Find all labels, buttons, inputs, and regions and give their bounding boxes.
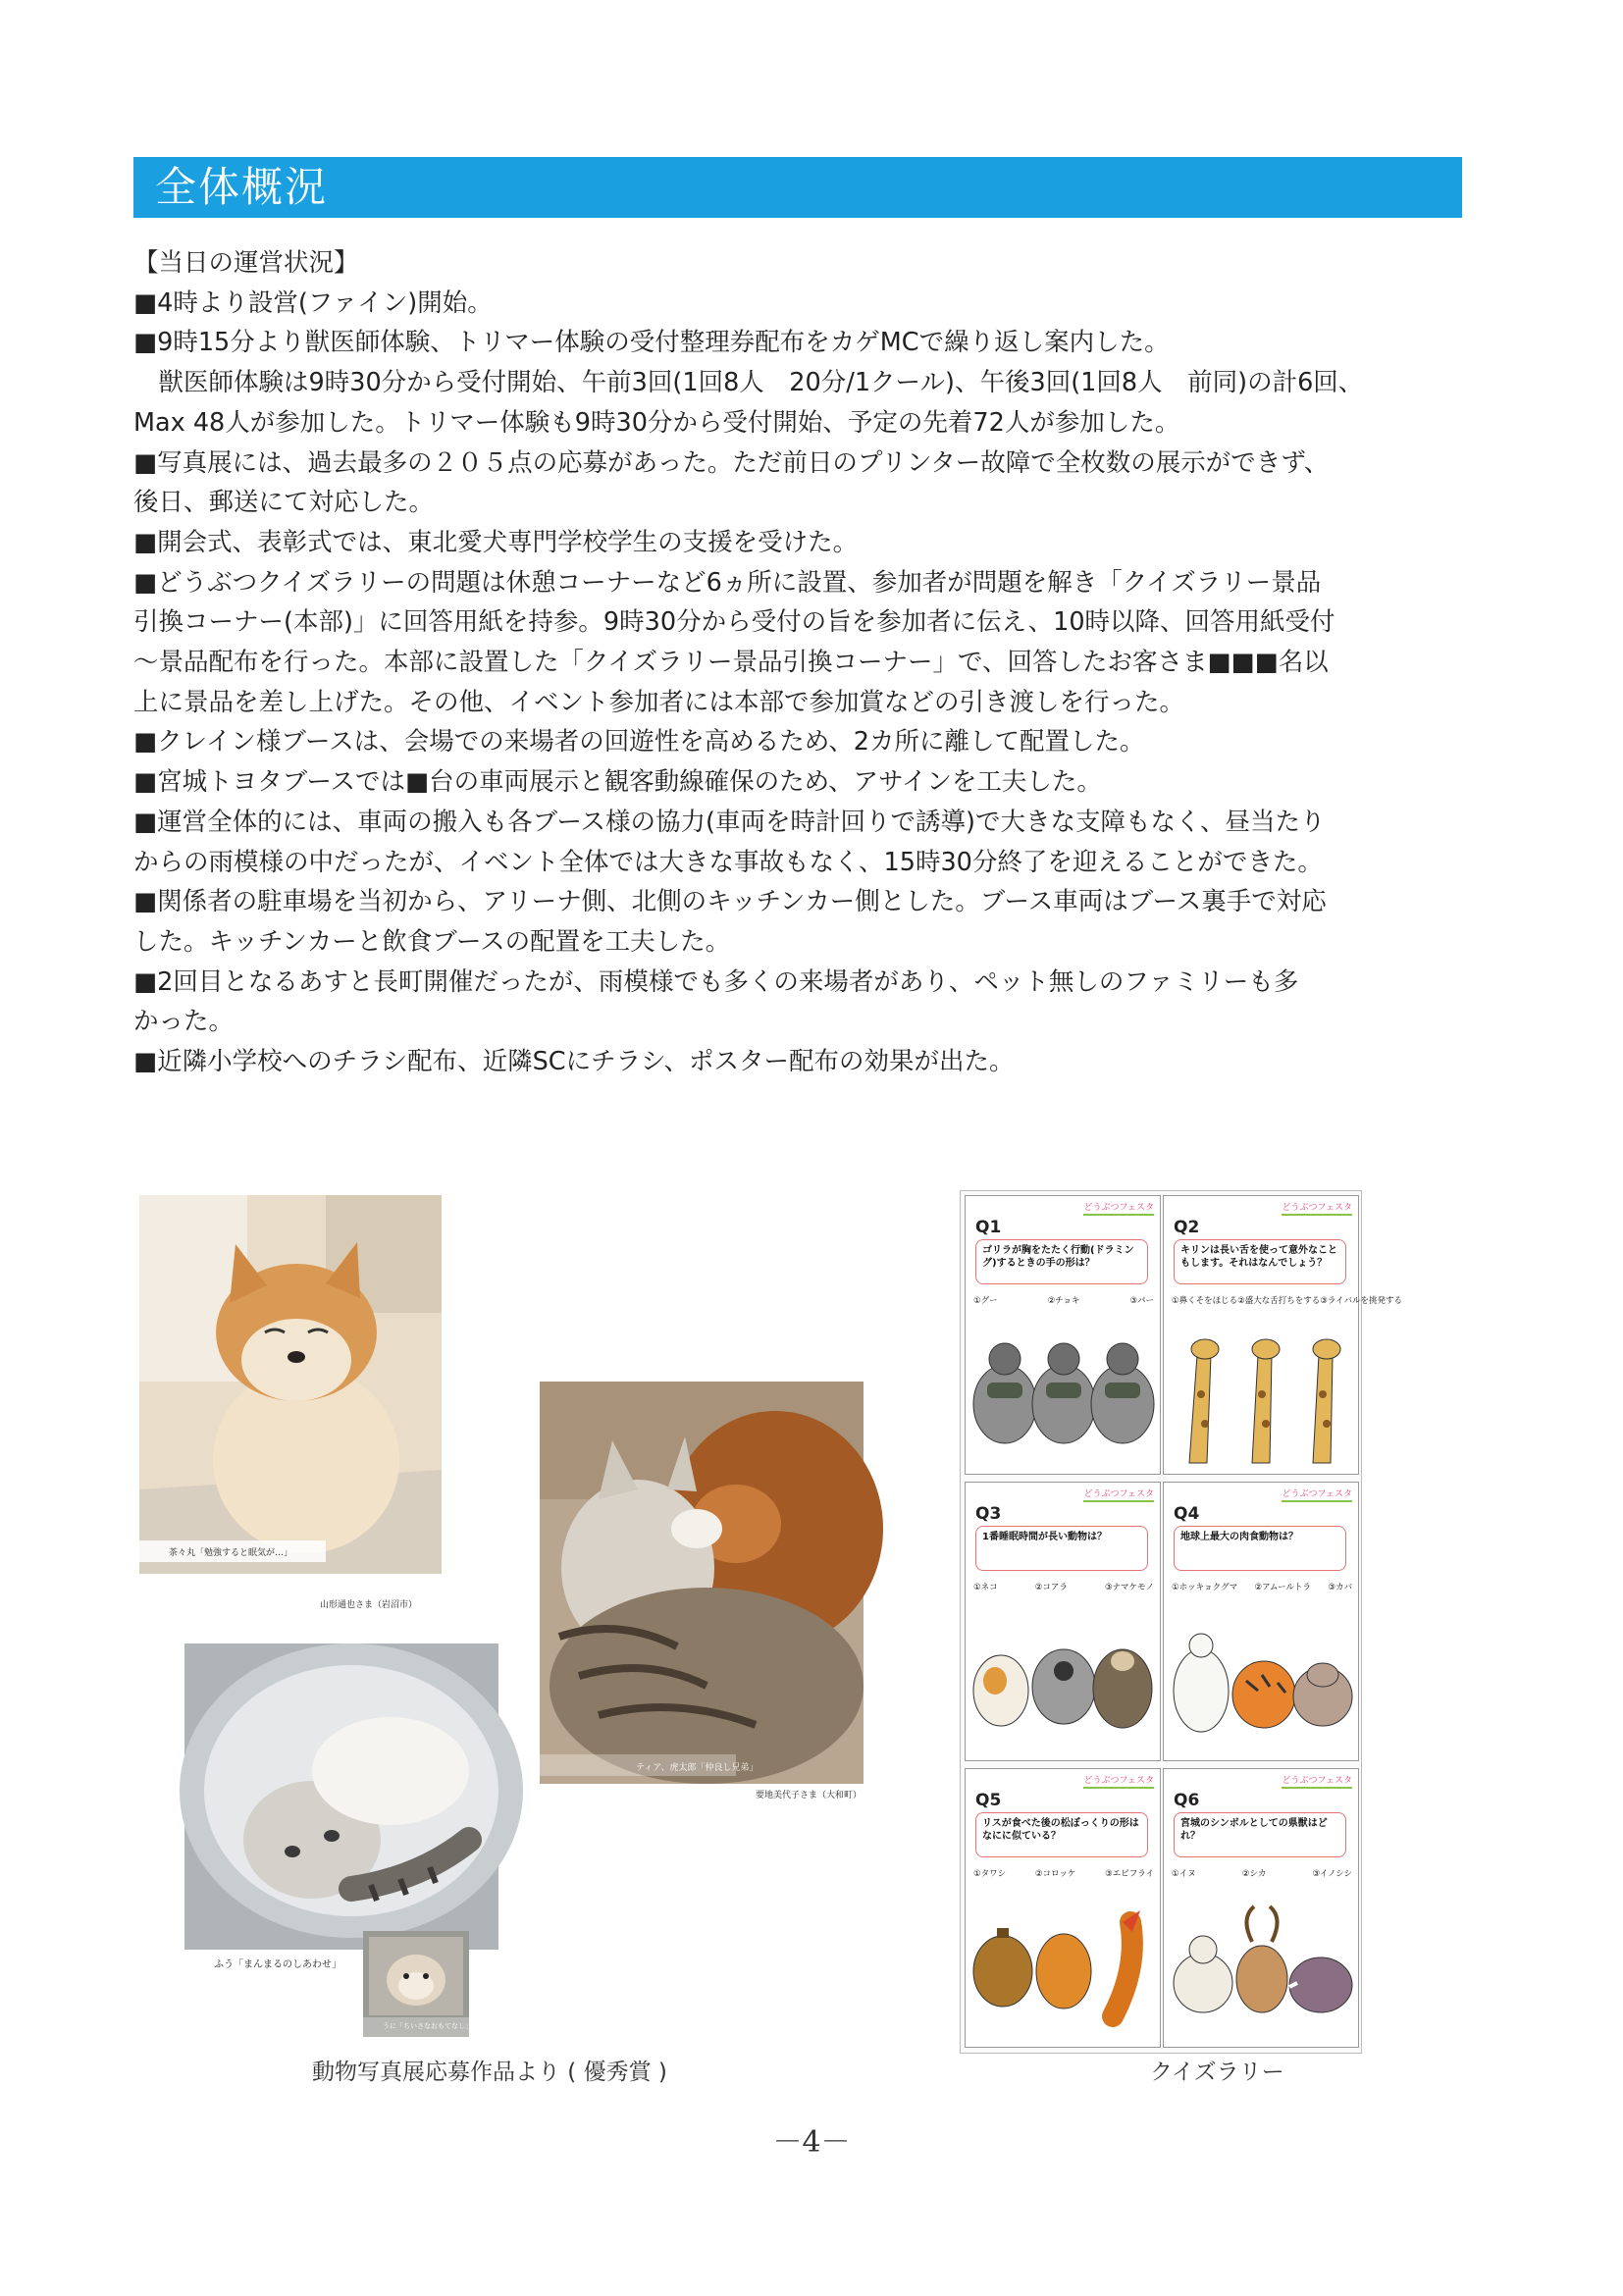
sleeping-animals-illustration [966,1602,1160,1759]
report-line: ■どうぶつクイズラリーの問題は休憩コーナーなど6ヵ所に設置、参加者が問題を解き「クイズラリー景品 [133,567,1322,598]
report-line: ■2回目となるあすと長町開催だったが、雨模様でも多くの来場者があり、ペット無しのファミリーも多 [133,966,1299,997]
quiz-logo: どうぶつフェスタ [1282,1773,1352,1789]
quiz-option: ③カバ [1328,1583,1352,1592]
catdog-photo-credit: 要地美代子さま（大和町） [756,1791,863,1800]
photo-hamster [363,1931,472,2037]
quiz-options [1172,1294,1402,1306]
quiz-logo: どうぶつフェスタ [1083,1487,1154,1502]
report-line: ■近隣小学校へのチラシ配布、近隣SCにチラシ、ポスター配布の効果が出た。 [133,1047,1015,1077]
quiz-options [973,1867,1154,1879]
quiz-options [1172,1867,1352,1879]
quiz-option: ①ホッキョクグマ [1172,1583,1238,1592]
quiz-logo: どうぶつフェスタ [1282,1200,1352,1216]
quiz-option: ②コアラ [1034,1583,1068,1592]
catdog-photo-title: ティア、虎太郎「仲良し兄弟」 [636,1763,759,1773]
report-line: した。キッチンカーと飲食ブースの配置を工夫した。 [133,926,731,957]
gorilla-illustration [966,1316,1160,1473]
photo-cat-and-dog [540,1382,864,1784]
quiz-card-q6 [1163,1768,1359,2048]
report-line: ■写真展には、過去最多の２０５点の応募があった。ただ前日のプリンター故障で全枚数の展示ができず、 [133,447,1330,478]
page-number: －4－ [772,2125,851,2160]
report-line: ■4時より設営(ファイン)開始。 [133,287,493,318]
quiz-card-q4 [1163,1482,1359,1761]
quiz-number: Q6 [1174,1791,1200,1810]
quiz-question: 1番睡眠時間が長い動物は？ [975,1526,1148,1571]
report-line: 後日、郵送にて対応した。 [133,488,435,518]
report-line: ■クレイン様ブースは、会場での来場者の回遊性を高めるため、2カ所に離して配置した。 [133,727,1145,757]
report-line: 上に景品を差し上げた。その他、イベント参加者には本部で参加賞などの引き渡しを行った。 [133,687,1185,717]
quiz-rally-panel [960,1190,1402,2054]
report-line: ■宮城トヨタブースでは■台の車両展示と観客動線確保のため、アサインを工夫した。 [133,767,1102,798]
quiz-options [973,1294,1154,1306]
quiz-card-q1 [965,1195,1161,1475]
quiz-number: Q5 [975,1791,1002,1810]
photo-dog [139,1195,442,1574]
kitten-photo-illustration [184,1644,498,1950]
kitten-photo-title: ふう「まんまるのしあわせ」 [214,1959,341,1970]
quiz-question: キリンは長い舌を使って意外なこともします。それはなんでしょう？ [1174,1239,1346,1284]
quiz-question: ゴリラが胸をたたく行動(ドラミング)するときの手の形は？ [975,1239,1148,1284]
report-line: ■運営全体的には、車両の搬入も各ブース様の協力(車両を時計回りで誘導)で大きな支障もなく、昼当たり [133,807,1326,837]
quiz-card-q2 [1163,1195,1402,1475]
carnivore-illustration [1164,1602,1358,1759]
photo-kitten [184,1644,498,1950]
quiz-option: ①鼻くそをほじる [1172,1296,1238,1306]
quiz-card-q3 [965,1482,1161,1761]
report-line: Max 48人が参加した。トリマー体験も9時30分から受付開始、予定の先着72人が参加した。 [133,407,1180,438]
pinecone-shapes-illustration [966,1889,1160,2046]
dog-photo-credit: 山形通也さま（岩沼市） [320,1600,418,1610]
report-line: ■関係者の駐車場を当初から、アリーナ側、北側のキッチンカー側とした。ブース車両はブース裏手で対応 [133,887,1327,917]
report-line: 引換コーナー(本部)」に回答用紙を持参。9時30分から受付の旨を参加者に伝え、10時以降、回答用紙受付 [133,607,1335,638]
hamster-photo-title: うに「ちいさなおもてなし」 [383,2022,472,2030]
cat-dog-photo-illustration [540,1382,864,1784]
quiz-question: 宮城のシンボルとしての県獣はどれ？ [1174,1812,1346,1857]
quiz-logo: どうぶつフェスタ [1083,1773,1154,1789]
quiz-rally-caption: クイズラリー [1150,2060,1284,2085]
report-line: からの雨模様の中だったが、イベント全体では大きな事故もなく、15時30分終了を迎えることができた。 [133,847,1323,877]
quiz-option: ①イヌ [1172,1869,1196,1879]
quiz-number: Q2 [1174,1218,1200,1237]
report-line: かった。 [133,1007,235,1037]
quiz-option: ③ナマケモノ [1104,1583,1154,1592]
report-heading: 【当日の運営状況】 [133,248,359,278]
report-line: 獣医師体験は9時30分から受付開始、午前3回(1回8人 20分/1クール)、午後3回(1回8人 前同)の計6回、 [133,368,1364,398]
quiz-option: ③エビフライ [1105,1869,1154,1879]
quiz-logo: どうぶつフェスタ [1083,1200,1154,1216]
quiz-option: ①タワシ [973,1869,1007,1879]
giraffe-illustration [1164,1316,1358,1473]
quiz-options [1172,1581,1352,1592]
quiz-option: ②コロッケ [1034,1869,1076,1879]
quiz-option: ②シカ [1241,1869,1267,1879]
dog-photo-illustration [139,1195,442,1574]
quiz-option: ②チョキ [1047,1296,1080,1306]
quiz-option: ③イノシシ [1312,1869,1352,1879]
quiz-number: Q4 [1174,1504,1200,1524]
quiz-options [973,1581,1154,1592]
quiz-option: ②アムールトラ [1254,1583,1311,1592]
quiz-option: ③ライバルを挑発する [1320,1296,1402,1306]
report-body [133,243,1462,1082]
quiz-question: 地球上最大の肉食動物は？ [1174,1526,1346,1571]
section-title: 全体概況 [155,163,329,211]
quiz-option: ③パー [1129,1296,1154,1306]
dog-photo-title: 茶々丸「勉強すると眠気が…」 [169,1548,293,1558]
report-line: ～景品配布を行った。本部に設置した「クイズラリー景品引換コーナー」で、回答したお客さま■■■名以 [133,648,1329,678]
report-line: ■9時15分より獣医師体験、トリマー体験の受付整理券配布をカゲMCで繰り返し案内した。 [133,328,1170,358]
quiz-question: リスが食べた後の松ぼっくりの形はなにに似ている？ [975,1812,1148,1857]
prefecture-animals-illustration [1164,1889,1358,2046]
quiz-option: ②盛大な舌打ちをする [1237,1296,1321,1306]
quiz-option: ①グー [973,1296,998,1306]
photo-exhibit-caption: 動物写真展応募作品より ( 優秀賞 ) [312,2060,667,2085]
quiz-card-q5 [965,1768,1161,2048]
section-header-bar [133,157,1462,218]
report-line: ■開会式、表彰式では、東北愛犬専門学校学生の支援を受けた。 [133,527,859,557]
quiz-logo: どうぶつフェスタ [1282,1487,1352,1502]
quiz-number: Q1 [975,1218,1002,1237]
quiz-number: Q3 [975,1504,1002,1524]
quiz-option: ①ネコ [973,1583,998,1592]
